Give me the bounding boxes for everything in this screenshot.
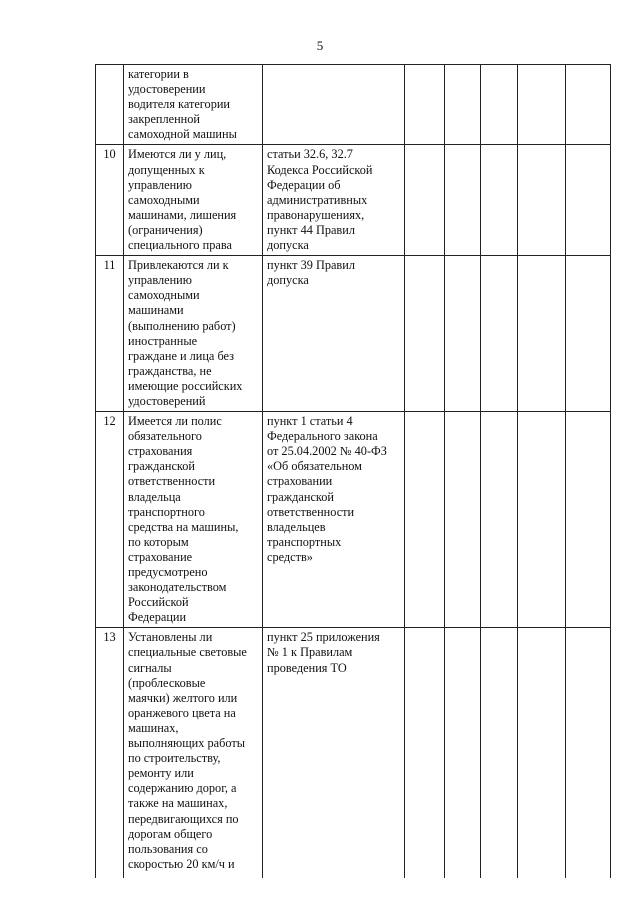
table-row (96, 256, 611, 412)
question-cell (124, 256, 263, 412)
question-text: Привлекаются ли к управлению самоходными машинами (выполнению работ) иностранные граждане и лица без гражданства, не имеющие российских удостоверений (128, 258, 243, 408)
answer-yes-cell (405, 412, 445, 628)
answer-no-cell (445, 145, 481, 256)
question-text: категории в удостоверении водителя категории закрепленной самоходной машины (128, 67, 237, 142)
row-number: 12 (103, 414, 116, 429)
row-number-cell (96, 628, 124, 878)
row-number: 10 (103, 147, 116, 162)
answer-extra-cell (518, 412, 566, 628)
question-cell (124, 145, 263, 256)
table-row (96, 145, 611, 256)
question-text: Имеется ли полис обязательного страхования гражданской ответственности владельца транспортного средства на машины, по которым страхование предусмотрено законодательством Российской Федерации (128, 414, 239, 625)
reference-text: статьи 32.6, 32.7 Кодекса Российской Федерации об административных правонарушениях, пункт 44 Правил допуска (267, 147, 373, 253)
answer-extra-cell (518, 65, 566, 145)
table-row (96, 412, 611, 628)
answer-extra-cell (518, 256, 566, 412)
reference-text: пункт 39 Правил допуска (267, 258, 355, 288)
question-text: Установлены ли специальные световые сигналы (проблесковые маячки) желтого или оранжевого цвета на машинах, выполняющих работы по строительству, ремонту или содержанию дорог, а также на машинах, передвигающихся по дорогам общего пользования со скоростью 20 км/ч и (128, 630, 247, 871)
row-number: 11 (103, 258, 116, 273)
row-number-cell (96, 145, 124, 256)
notes-cell (566, 145, 611, 256)
page-number: 5 (316, 38, 324, 53)
answer-no-cell (445, 628, 481, 878)
answer-yes-cell (405, 145, 445, 256)
notes-cell (566, 412, 611, 628)
row-number-cell (96, 256, 124, 412)
answer-na-cell (481, 412, 518, 628)
notes-cell (566, 65, 611, 145)
answer-na-cell (481, 145, 518, 256)
table-row (96, 628, 611, 878)
question-cell (124, 412, 263, 628)
answer-yes-cell (405, 65, 445, 145)
question-cell (124, 628, 263, 878)
reference-cell (263, 628, 405, 878)
answer-na-cell (481, 256, 518, 412)
checklist-table (95, 64, 611, 878)
answer-no-cell (445, 256, 481, 412)
row-number: 13 (103, 630, 116, 645)
question-cell (124, 65, 263, 145)
answer-na-cell (481, 628, 518, 878)
answer-extra-cell (518, 628, 566, 878)
reference-cell (263, 145, 405, 256)
answer-no-cell (445, 65, 481, 145)
table-row (96, 65, 611, 145)
reference-cell (263, 412, 405, 628)
question-text: Имеются ли у лиц, допущенных к управлению самоходными машинами, лишения (ограничения) специального права (128, 147, 237, 253)
row-number-cell (96, 65, 124, 145)
reference-text: пункт 25 приложения № 1 к Правилам проведения ТО (267, 630, 380, 675)
row-number-cell (96, 412, 124, 628)
answer-extra-cell (518, 145, 566, 256)
notes-cell (566, 256, 611, 412)
answer-na-cell (481, 65, 518, 145)
reference-text: пункт 1 статьи 4 Федерального закона от 25.04.2002 № 40-ФЗ «Об обязательном страховании гражданской ответственности владельцев транспортных средств» (267, 414, 387, 564)
notes-cell (566, 628, 611, 878)
answer-yes-cell (405, 628, 445, 878)
answer-yes-cell (405, 256, 445, 412)
reference-cell (263, 65, 405, 145)
answer-no-cell (445, 412, 481, 628)
reference-cell (263, 256, 405, 412)
